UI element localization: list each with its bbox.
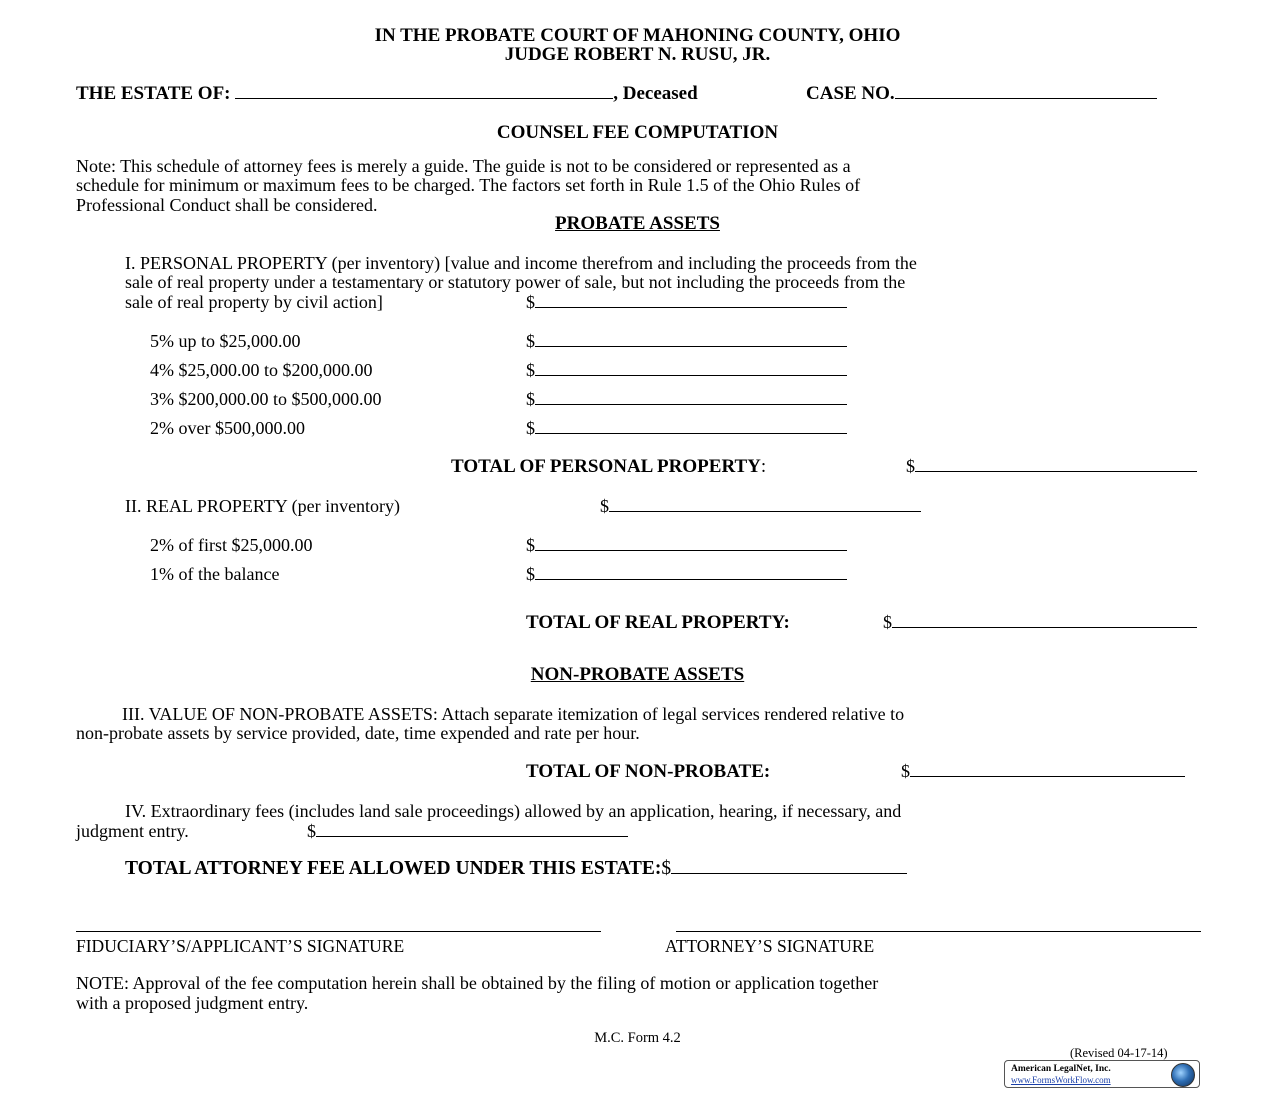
personal-rate-4-field[interactable]	[535, 418, 847, 434]
vendor-logo[interactable]	[1004, 1060, 1200, 1088]
total-personal-label: TOTAL OF PERSONAL PROPERTY	[451, 456, 761, 477]
dollar-sign: $	[526, 564, 535, 584]
personal-rate-3-field[interactable]	[535, 389, 847, 405]
fiduciary-signature-label: FIDUCIARY’S/APPLICANT’S SIGNATURE	[76, 936, 405, 956]
note-top-line2: schedule for minimum or maximum fees to be charged. The factors set forth in Rule 1.5 of the Ohio Rules of	[76, 175, 861, 195]
estate-label: THE ESTATE OF:	[76, 83, 231, 104]
dollar-sign: $	[906, 456, 915, 476]
total-real-label: TOTAL OF REAL PROPERTY:	[526, 612, 790, 633]
nonprobate-assets-heading: NON-PROBATE ASSETS	[530, 664, 745, 685]
nonprobate-line1: III. VALUE OF NON-PROBATE ASSETS: Attach separate itemization of legal services rendered relative to	[122, 704, 905, 724]
total-nonprobate-label: TOTAL OF NON-PROBATE:	[526, 761, 771, 782]
attorney-signature-label: ATTORNEY’S SIGNATURE	[665, 936, 875, 956]
total-personal-amount	[906, 456, 1197, 477]
dollar-sign: $	[526, 535, 535, 555]
total-personal-row	[451, 456, 766, 478]
case-label: CASE NO.	[806, 83, 895, 104]
personal-property-line1: I. PERSONAL PROPERTY (per inventory) [value and income therefrom and including the proceeds from the	[125, 253, 917, 273]
note-top-line3: Professional Conduct shall be considered.	[76, 195, 378, 215]
personal-rate-1: 5% up to $25,000.00	[150, 331, 301, 351]
form-number: M.C. Form 4.2	[594, 1030, 681, 1046]
note-bottom-line2: with a proposed judgment entry.	[76, 993, 309, 1013]
dollar-sign: $	[901, 761, 910, 781]
real-rate-2-field[interactable]	[535, 564, 847, 580]
real-rate-2-amount	[526, 564, 847, 585]
dollar-sign: $	[526, 389, 535, 409]
extraordinary-amount	[307, 821, 628, 842]
dollar-sign: $	[526, 331, 535, 351]
personal-property-line2: sale of real property under a testamentary or statutory power of sale, but not including the proceeds from the	[125, 272, 906, 292]
personal-rate-4: 2% over $500,000.00	[150, 418, 305, 438]
dollar-sign: $	[526, 418, 535, 438]
real-rate-1-field[interactable]	[535, 535, 847, 551]
fiduciary-signature-line[interactable]	[76, 931, 601, 932]
total-real-field[interactable]	[892, 612, 1197, 628]
extraordinary-line1: IV. Extraordinary fees (includes land sale proceedings) allowed by an application, hearing, if necessary, and	[125, 801, 902, 821]
real-rate-1-amount	[526, 535, 847, 556]
real-property-field[interactable]	[609, 496, 921, 512]
dollar-sign: $	[307, 821, 316, 841]
total-nonprobate-amount	[901, 761, 1185, 782]
grand-total-field[interactable]	[671, 858, 907, 874]
court-title: IN THE PROBATE COURT OF MAHONING COUNTY, OHIO	[374, 25, 901, 46]
personal-rate-2-amount	[526, 360, 847, 381]
total-real-amount	[883, 612, 1197, 633]
dollar-sign: $	[883, 612, 892, 632]
total-nonprobate-field[interactable]	[910, 761, 1185, 777]
personal-rate-1-amount	[526, 331, 847, 352]
grand-total-row	[125, 858, 907, 880]
dollar-sign: $	[661, 858, 672, 879]
dollar-sign: $	[526, 292, 535, 312]
deceased-label: , Deceased	[613, 83, 698, 104]
attorney-signature-line[interactable]	[676, 931, 1201, 932]
dollar-sign: $	[526, 360, 535, 380]
nonprobate-line2: non-probate assets by service provided, date, time expended and rate per hour.	[76, 723, 640, 743]
real-rate-1: 2% of first $25,000.00	[150, 535, 313, 555]
grand-total-label: TOTAL ATTORNEY FEE ALLOWED UNDER THIS ESTATE:	[125, 858, 662, 879]
personal-property-amount	[526, 292, 847, 313]
globe-icon	[1171, 1063, 1195, 1087]
vendor-url[interactable]: www.FormsWorkFlow.com	[1011, 1075, 1111, 1085]
total-personal-colon: :	[760, 456, 767, 477]
vendor-name: American LegalNet, Inc.	[1011, 1064, 1111, 1074]
dollar-sign: $	[600, 496, 609, 516]
personal-rate-1-field[interactable]	[535, 331, 847, 347]
real-property-label: II. REAL PROPERTY (per inventory)	[125, 496, 401, 516]
note-bottom-line1: NOTE: Approval of the fee computation herein shall be obtained by the filing of motion or application together	[76, 973, 879, 993]
extraordinary-line2: judgment entry.	[76, 821, 189, 841]
personal-property-line3: sale of real property by civil action]	[125, 292, 383, 312]
estate-caption	[76, 83, 698, 105]
probate-assets-heading: PROBATE ASSETS	[555, 213, 720, 234]
extraordinary-field[interactable]	[316, 821, 628, 837]
judge-name: JUDGE ROBERT N. RUSU, JR.	[504, 44, 771, 65]
real-rate-2: 1% of the balance	[150, 564, 280, 584]
real-property-amount	[600, 496, 921, 517]
note-top-line1: Note: This schedule of attorney fees is merely a guide. The guide is not to be considered or represented as a	[76, 156, 851, 176]
form-title: COUNSEL FEE COMPUTATION	[496, 122, 779, 143]
personal-rate-2: 4% $25,000.00 to $200,000.00	[150, 360, 373, 380]
estate-name-field[interactable]	[235, 83, 613, 99]
revised-date: (Revised 04-17-14)	[1070, 1046, 1168, 1060]
personal-rate-4-amount	[526, 418, 847, 439]
personal-property-field[interactable]	[535, 292, 847, 308]
case-number-field[interactable]	[895, 83, 1157, 99]
personal-rate-3-amount	[526, 389, 847, 410]
total-personal-field[interactable]	[915, 456, 1197, 472]
case-caption	[806, 83, 1157, 105]
personal-rate-2-field[interactable]	[535, 360, 847, 376]
personal-rate-3: 3% $200,000.00 to $500,000.00	[150, 389, 382, 409]
